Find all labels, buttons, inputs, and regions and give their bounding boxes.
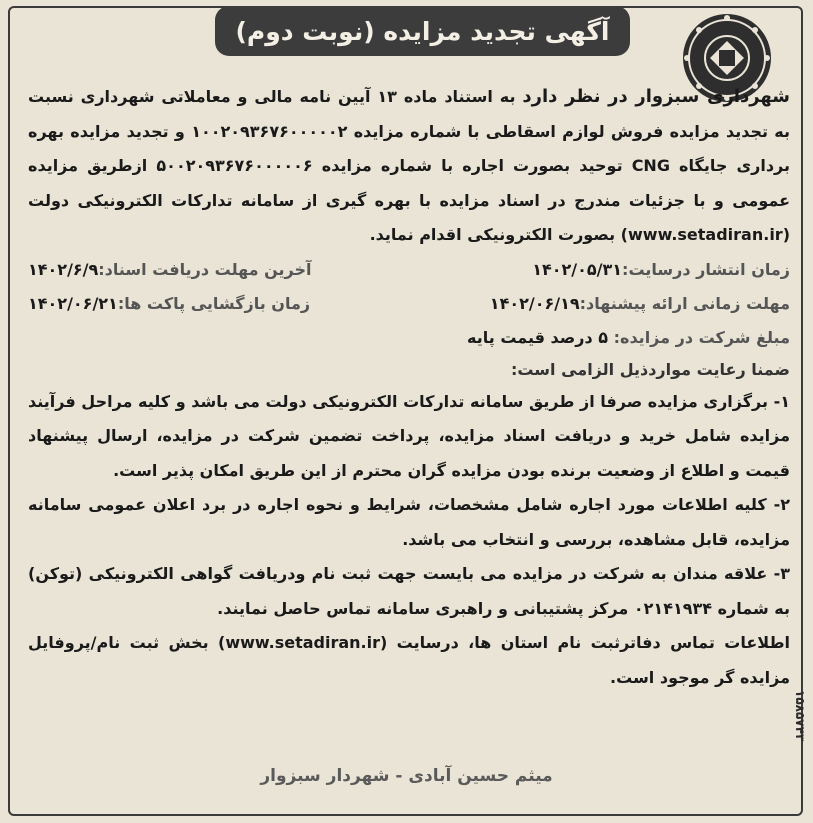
deposit-row (28, 321, 790, 355)
dates-row-2 (28, 287, 790, 321)
doc-deadline-value: ۱۴۰۲/۶/۹ (28, 259, 99, 279)
opening-date-cell (28, 287, 310, 321)
offer-deadline-cell (490, 287, 790, 321)
side-number: ۱۵۸۵۷۴۳ (793, 690, 807, 742)
note-item-3: ۳- علاقه مندان به شرکت در مزایده می بایست جهت ثبت نام ودریافت گواهی الکترونیکی (توکن) به شماره ۰۲۱۴۱۹۳۴ مرکز پشتیبانی و راهبری سامانه تماس حاصل نمایند. (28, 564, 790, 618)
intro-text: به استناد ماده ۱۳ آیین نامه مالی و معاملاتی شهرداری نسبت به تجدید مزایده فروش لوازم اسقاطی با شماره مزایده ۱۰۰۲۰۹۳۶۷۶۰۰۰۰۰۲ و تجدید مزایده بهره برداری جایگاه CNG توحید بصورت اجاره با شماره مزایده ۵۰۰۲۰۹۳۶۷۶۰۰۰۰۰۶ ازطریق مزایده عمومی و با جزئیات مندرج در اسناد مزایده با بهره گیری از سامانه تدارکات الکترونیکی دولت (www.setadiran.ir) بصورت الکترونیکی اقدام نماید. (28, 87, 791, 244)
dates-row-1 (28, 253, 790, 287)
ad-title: آگهی تجدید مزایده (نوبت دوم) (235, 16, 610, 46)
deposit-value: ۵ درصد قیمت پایه (467, 327, 609, 347)
note-item-1: ۱- برگزاری مزایده صرفا از طریق سامانه تدارکات الکترونیکی دولت می باشد و کلیه مراحل فرآیند مزایده شامل خرید و دریافت اسناد مزایده، پرداخت تضمین شرکت در مزایده، ارسال پیشنهاد قیمت و اطلاع از وضعیت برنده بودن مزایده گران محترم از این طریق امکان پذیر است. (28, 391, 790, 480)
intro-lead: شهرداری سبزوار در نظر دارد (522, 86, 791, 107)
note-item-2: ۲- کلیه اطلاعات مورد اجاره شامل مشخصات، شرایط و نحوه اجاره در برد اعلان عمومی سامانه مزایده، قابل مشاهده، بررسی و انتخاب می باشد. (28, 495, 790, 549)
opening-date-label: زمان بازگشایی پاکت ها: (117, 293, 311, 313)
offer-deadline-value: ۱۴۰۲/۰۶/۱۹ (489, 293, 580, 313)
publish-date-value: ۱۴۰۲/۰۵/۳۱ (532, 259, 623, 279)
publish-date-label: زمان انتشار درسایت: (622, 259, 790, 279)
doc-deadline-cell (28, 253, 312, 287)
deposit-cell (467, 321, 790, 355)
deposit-label: مبلغ شرکت در مزایده: (613, 327, 790, 347)
opening-date-value: ۱۴۰۲/۰۶/۲۱ (28, 293, 118, 313)
offer-deadline-label: مهلت زمانی ارائه پیشنهاد: (579, 293, 790, 313)
ad-body (28, 80, 790, 695)
contact-info: اطلاعات تماس دفاترثبت نام استان ها، درسایت (www.setadiran.ir) بخش ثبت نام/پروفایل مزایده گر موجود است. (28, 633, 790, 687)
publish-date-cell (532, 253, 790, 287)
notes-heading: ضمنا رعایت مواردذیل الزامی است: (510, 359, 790, 379)
intro-paragraph (28, 80, 790, 253)
title-banner (215, 6, 630, 56)
doc-deadline-label: آخرین مهلت دریافت اسناد: (98, 259, 312, 279)
signature: میثم حسین آبادی - شهردار سبزوار (260, 766, 553, 786)
